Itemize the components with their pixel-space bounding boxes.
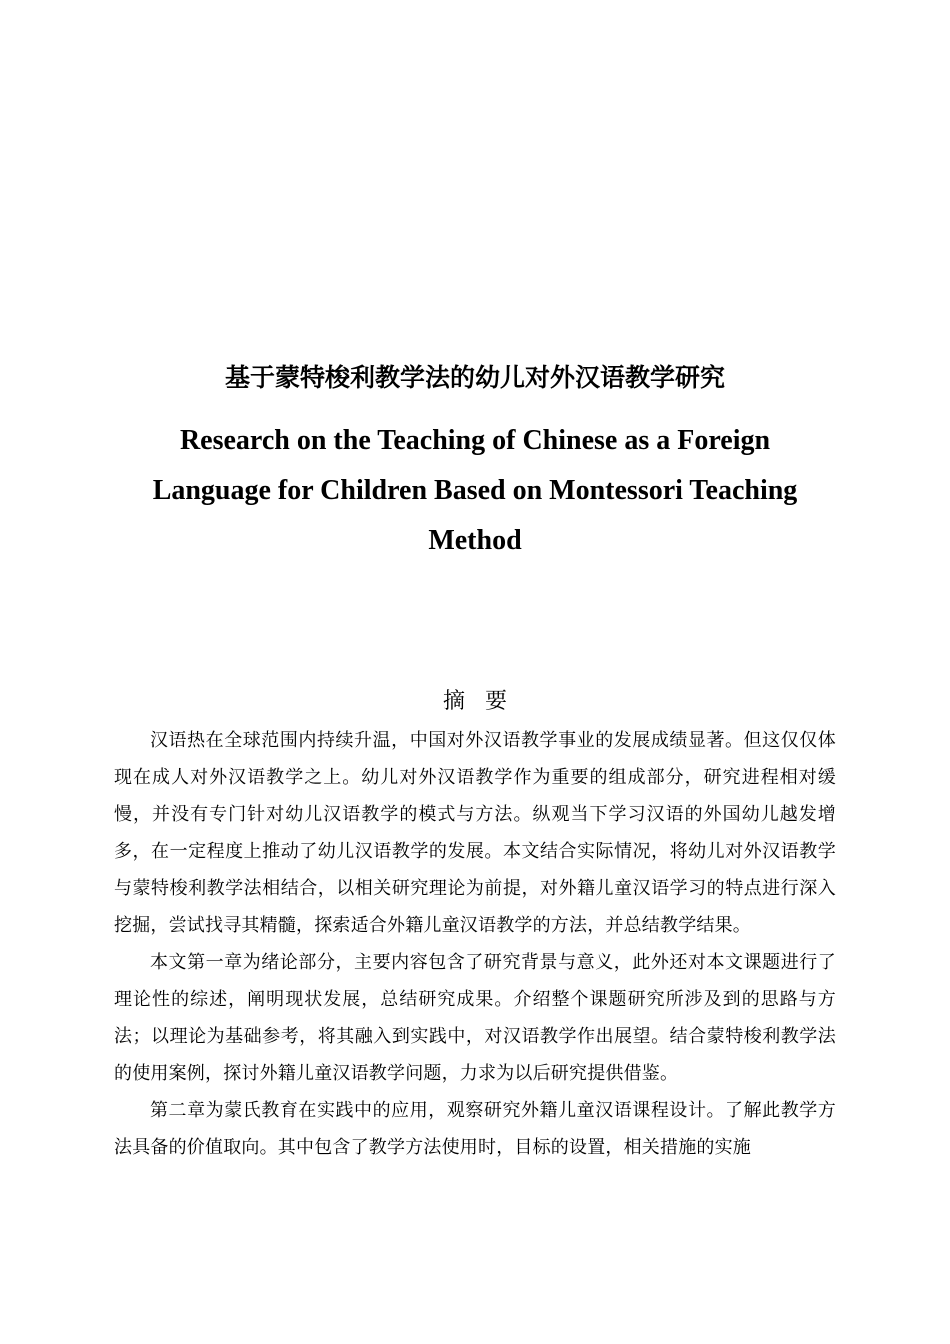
english-title: Research on the Teaching of Chinese as a Foreign Language for Children Based on Montessori Teaching Method xyxy=(152,425,798,556)
abstract-heading-char-2: 要 xyxy=(485,689,508,714)
abstract-paragraph-3: 第二章为蒙氏教育在实践中的应用，观察研究外籍儿童汉语课程设计。了解此教学方法具备的价值取向。其中包含了教学方法使用时，目标的设置，相关措施的实施 xyxy=(114,1100,836,1158)
abstract-heading-char-1: 摘 xyxy=(442,689,465,714)
abstract-heading xyxy=(0,684,950,720)
abstract-paragraph-2: 本文第一章为绪论部分，主要内容包含了研究背景与意义，此外还对本文课题进行了理论性的综述，阐明现状发展，总结研究成果。介绍整个课题研究所涉及到的思路与方法；以理论为基础参考，将其融入到实践中，对汉语教学作出展望。结合蒙特梭利教学法的使用案例，探讨外籍儿童汉语教学问题，力求为以后研究提供借鉴。 xyxy=(114,952,836,1084)
chinese-title: 基于蒙特梭利教学法的幼儿对外汉语教学研究 xyxy=(224,363,725,392)
abstract-paragraph-1: 汉语热在全球范围内持续升温，中国对外汉语教学事业的发展成绩显著。但这仅仅体现在成人对外汉语教学之上。幼儿对外汉语教学作为重要的组成部分，研究进程相对缓慢，并没有专门针对幼儿汉语教学的模式与方法。纵观当下学习汉语的外国幼儿越发增多，在一定程度上推动了幼儿汉语教学的发展。本文结合实际情况，将幼儿对外汉语教学与蒙特梭利教学法相结合，以相关研究理论为前提，对外籍儿童汉语学习的特点进行深入挖掘，尝试找寻其精髓，探索适合外籍儿童汉语教学的方法，并总结教学结果。 xyxy=(114,730,836,936)
abstract-body xyxy=(114,722,836,1166)
